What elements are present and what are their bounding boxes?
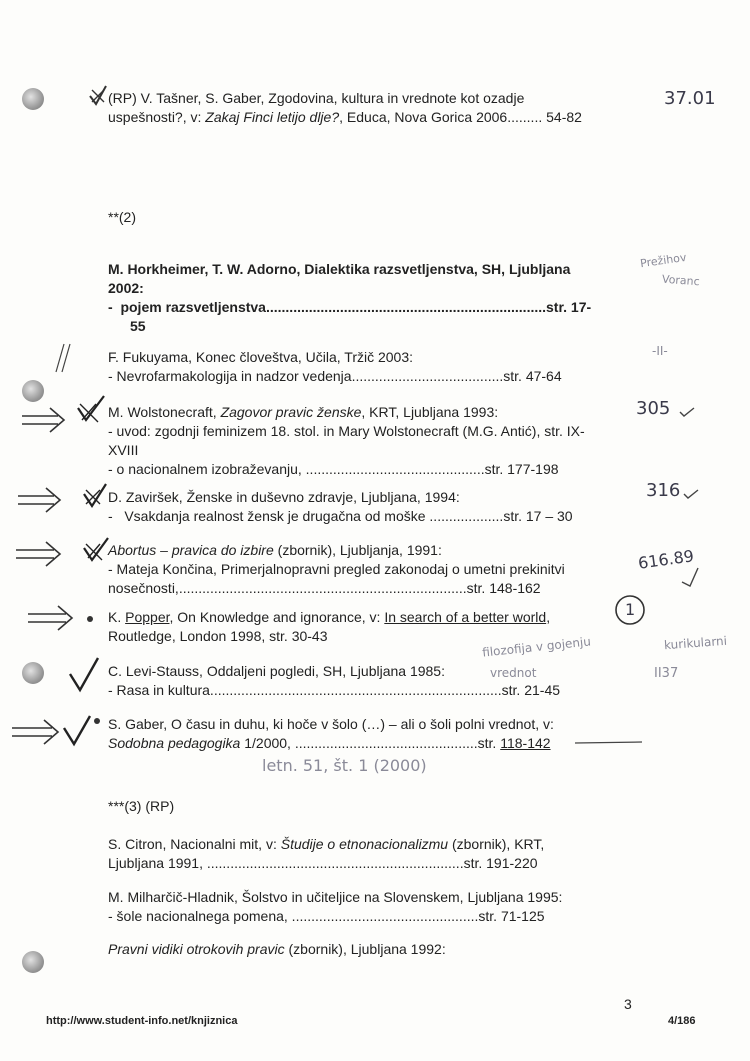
footer-page-of: 4/186: [668, 1015, 696, 1027]
handwritten-note-filozofija: filozofija v gojenju: [481, 634, 592, 660]
handwritten-note-letnik: letn. 51, št. 1 (2000): [262, 756, 427, 775]
double-slash-icon: [56, 344, 70, 372]
entry-levi-strauss: C. Levi-Stauss, Oddaljeni pogledi, SH, Ljubljana 1985: - Rasa in kultura...........................................................................str. 21-45: [108, 663, 561, 698]
footer-url[interactable]: http://www.student-info.net/knjiznica: [46, 1015, 238, 1027]
handwritten-note-616-89: 616.89: [636, 546, 696, 573]
bullet-dot: [94, 718, 100, 724]
page-number: 3: [624, 996, 632, 1012]
handwritten-note-prezihov: Prežihov: [639, 250, 688, 271]
entry-wolstonecraft: M. Wolstonecraft, Zagovor pravic ženske, KRT, Ljubljana 1993: - uvod: zgodnji feminizem 18. stol. in Mary Wolstonecraft (M.G. Antić), str. IX- XVIII - o nacionalnem izobraževanju, ..............................................str. 177-198: [108, 404, 585, 477]
cross-icon: [86, 544, 102, 560]
check-icon: [64, 716, 90, 744]
check-icon: [70, 658, 98, 690]
bullet-dot: [87, 616, 93, 622]
arrow-icon: [28, 606, 72, 630]
entry-fukuyama: F. Fukuyama, Konec človeštva, Učila, Tržič 2003: - Nevrofarmakologija in nadzor vedenja.......................................str. 47-64: [108, 349, 562, 384]
cross-icon: [80, 404, 98, 422]
check-icon: [84, 538, 108, 560]
section-heading-3: ***(3) (RP): [108, 798, 175, 814]
handwritten-note-1: 1: [625, 600, 636, 619]
underline-mark: [575, 742, 642, 743]
entry-tasner: (RP) V. Tašner, S. Gaber, Zgodovina, kultura in vrednote kot ozadje uspešnosti?, v: Zakaj Finci letijo dlje?, Educa, Nova Gorica 2006......... 54-82: [108, 90, 582, 125]
handwritten-note-316: 316: [646, 480, 681, 501]
arrow-icon: [18, 488, 60, 512]
check-icon: [680, 408, 694, 416]
entry-zavirsek: D. Zaviršek, Ženske in duševno zdravje, Ljubljana, 1994: - Vsakdanja realnost žensk je drugačna od moške ...................str. 17 – 30: [108, 489, 573, 524]
handwritten-note-vrednot: vrednot: [490, 666, 537, 680]
punch-hole-2: [22, 380, 44, 402]
entry-citron: S. Citron, Nacionalni mit, v: Študije o etnonacionalizmu (zbornik), KRT, Ljubljana 1991, ..................................................................str. 191-220: [108, 836, 545, 871]
check-icon: [682, 568, 698, 586]
section-heading-2: **(2): [108, 209, 137, 225]
arrow-icon: [12, 720, 58, 744]
handwritten-note-305: 305: [636, 398, 671, 419]
cross-icon: [92, 90, 104, 102]
entry-pravni-vidiki: Pravni vidiki otrokovih pravic (zbornik), Ljubljana 1992:: [108, 941, 446, 957]
handwritten-note-ditto: -II-: [652, 344, 668, 358]
handwritten-note-kurikularni: kurikularni: [663, 633, 728, 653]
punch-hole-3: [22, 662, 44, 684]
handwritten-note-ii37: II37: [654, 666, 679, 681]
check-icon: [90, 86, 106, 104]
arrow-icon: [22, 408, 64, 432]
handwritten-note-37-01: 37.01: [664, 88, 716, 109]
cross-icon: [86, 490, 100, 504]
handwritten-note-voranc: Voranc: [661, 272, 701, 289]
check-icon: [684, 490, 698, 498]
entry-abortus: Abortus – pravica do izbire (zbornik), Ljubljanja, 1991: - Mateja Končina, Primerjalnopravni pregled zakonodaj o umetni prekinitvi nosečnosti,..........................................................................str. 148-162: [108, 542, 565, 596]
punch-hole-1: [22, 88, 44, 110]
entry-popper: K. Popper, On Knowledge and ignorance, v: In search of a better world, Routledge, London 1998, str. 30-43: [108, 609, 551, 644]
check-icon: [78, 396, 104, 420]
entry-horkheimer: M. Horkheimer, T. W. Adorno, Dialektika razsvetljenstva, SH, Ljubljana 2002: - pojem razsvetljenstva........................................................................str. 17- 55: [108, 261, 592, 334]
arrow-icon: [16, 542, 60, 566]
punch-hole-4: [22, 951, 44, 973]
entry-gaber: S. Gaber, O času in duhu, ki hoče v šolo (…) – ali o šoli polni vrednot, v: Sodobna pedagogika 1/2000, ...............................................str. 118-142: [108, 716, 554, 751]
check-icon: [84, 484, 106, 506]
entry-milharcic: M. Milharčič-Hladnik, Šolstvo in učiteljice na Slovenskem, Ljubljana 1995: - šole nacionalnega pomena, ................................................str. 71-125: [108, 889, 563, 924]
